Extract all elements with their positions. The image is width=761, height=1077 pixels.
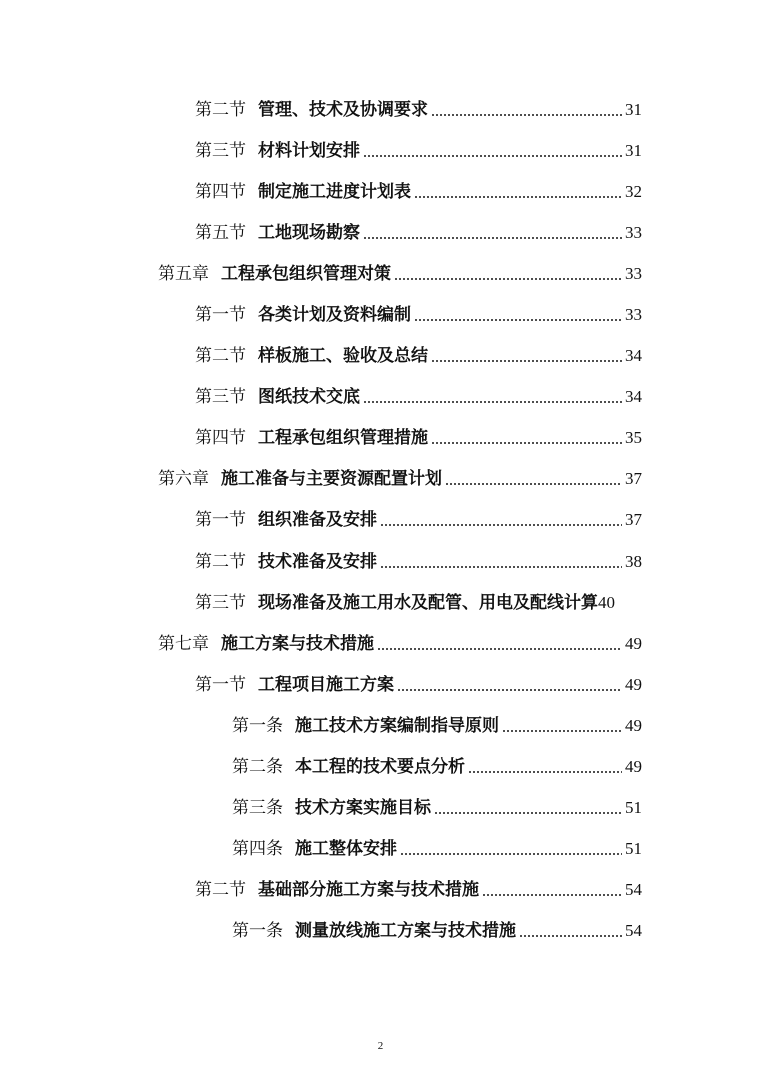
toc-chapter-entry[interactable]: [0, 253, 761, 294]
toc-entry-label: 第一条: [232, 921, 283, 942]
dot-leader: [519, 935, 622, 937]
dot-leader: [363, 237, 622, 239]
toc-entry-title: 制定施工进度计划表: [258, 181, 411, 202]
toc-entry[interactable]: [0, 582, 761, 623]
toc-entry-title: 管理、技术及协调要求: [258, 99, 428, 120]
toc-entry-label: 第二节: [195, 880, 246, 901]
dot-leader: [380, 566, 622, 568]
toc-entry-title: 工程承包组织管理措施: [258, 428, 428, 449]
dot-leader: [414, 319, 622, 321]
toc-entry-label: 第三节: [195, 387, 246, 408]
toc-entry[interactable]: [0, 911, 761, 952]
toc-chapter-entry[interactable]: [0, 459, 761, 500]
dot-leader: [394, 278, 622, 280]
toc-entry[interactable]: [0, 500, 761, 541]
toc-entry-page: 34: [625, 387, 642, 407]
dot-leader: [431, 114, 622, 116]
toc-entry[interactable]: [0, 130, 761, 171]
toc-entry-title: 施工方案与技术措施: [221, 633, 374, 654]
toc-entry-label: 第二节: [195, 346, 246, 367]
toc-entry[interactable]: [0, 705, 761, 746]
toc-entry[interactable]: [0, 377, 761, 418]
toc-chapter-entry[interactable]: [0, 623, 761, 664]
toc-entry-page: 49: [625, 757, 642, 777]
toc-entry-page: 49: [625, 674, 642, 694]
toc-entry-page: 51: [625, 839, 642, 859]
toc-entry-title: 测量放线施工方案与技术措施: [295, 921, 516, 942]
toc-entry[interactable]: [0, 171, 761, 212]
toc-entry-label: 第四条: [232, 839, 283, 860]
toc-entry-label: 第二节: [195, 99, 246, 120]
toc-entry[interactable]: [0, 829, 761, 870]
dot-leader: [482, 894, 622, 896]
dot-leader: [445, 483, 622, 485]
toc-entry-page: 38: [625, 551, 642, 571]
toc-entry-title: 本工程的技术要点分析: [295, 757, 465, 778]
toc-entry-title: 工程承包组织管理对策: [221, 263, 391, 284]
toc-entry-page: 32: [625, 181, 642, 201]
toc-entry-label: 第三条: [232, 798, 283, 819]
toc-entry-page: 33: [625, 263, 642, 283]
toc-entry-title: 施工整体安排: [295, 839, 397, 860]
toc-entry[interactable]: [0, 418, 761, 459]
toc-entry-page: 49: [625, 633, 642, 653]
toc-entry-page: 33: [625, 222, 642, 242]
toc-entry-label: 第四节: [195, 181, 246, 202]
toc-entry[interactable]: [0, 336, 761, 377]
toc-entry-label: 第二节: [195, 551, 246, 572]
toc-entry-label: 第一节: [195, 510, 246, 531]
dot-leader: [502, 730, 622, 732]
toc-entry-title: 技术方案实施目标: [295, 798, 431, 819]
toc-entry-page: 54: [625, 921, 642, 941]
toc-entry-page: 35: [625, 428, 642, 448]
toc-entry-title: 样板施工、验收及总结: [258, 346, 428, 367]
toc-entry-title: 组织准备及安排: [258, 510, 377, 531]
toc-entry[interactable]: [0, 541, 761, 582]
toc-entry[interactable]: [0, 747, 761, 788]
dot-leader: [434, 812, 622, 814]
toc-entry-title: 施工技术方案编制指导原则: [295, 715, 499, 736]
toc-entry-label: 第七章: [158, 633, 209, 654]
toc-entry-label: 第二条: [232, 757, 283, 778]
toc-entry-title: 基础部分施工方案与技术措施: [258, 880, 479, 901]
toc-entry-page: 34: [625, 346, 642, 366]
toc-entry-page: 51: [625, 798, 642, 818]
toc-entry-page: 37: [625, 510, 642, 530]
toc-entry-page: 33: [625, 305, 642, 325]
toc-entry-title: 工程项目施工方案: [258, 674, 394, 695]
toc-entry[interactable]: [0, 212, 761, 253]
dot-leader: [363, 155, 622, 157]
toc-entry-label: 第三节: [195, 140, 246, 161]
dot-leader: [431, 442, 622, 444]
toc-entry[interactable]: [0, 788, 761, 829]
table-of-contents: [0, 89, 761, 952]
dot-leader: [380, 524, 622, 526]
dot-leader: [377, 648, 622, 650]
toc-entry-label: 第四节: [195, 428, 246, 449]
toc-entry-label: 第六章: [158, 469, 209, 490]
toc-entry-page: 37: [625, 469, 642, 489]
toc-entry-title: 图纸技术交底: [258, 387, 360, 408]
dot-leader: [468, 771, 622, 773]
dot-leader: [363, 401, 622, 403]
toc-entry-page: 31: [625, 99, 642, 119]
toc-entry-title: 现场准备及施工用水及配管、用电及配线计算: [258, 592, 598, 613]
toc-entry-title: 施工准备与主要资源配置计划: [221, 469, 442, 490]
page-number: 2: [377, 1040, 384, 1052]
dot-leader: [397, 689, 622, 691]
toc-entry-page: 31: [625, 140, 642, 160]
toc-entry-page: 40: [598, 592, 615, 612]
dot-leader: [431, 360, 622, 362]
toc-entry-label: 第三节: [195, 592, 246, 613]
toc-entry-label: 第一条: [232, 715, 283, 736]
toc-entry-title: 工地现场勘察: [258, 222, 360, 243]
toc-entry-title: 材料计划安排: [258, 140, 360, 161]
toc-entry[interactable]: [0, 870, 761, 911]
toc-entry-page: 49: [625, 715, 642, 735]
toc-entry[interactable]: [0, 294, 761, 335]
dot-leader: [414, 196, 622, 198]
toc-entry-title: 各类计划及资料编制: [258, 305, 411, 326]
toc-entry-label: 第五节: [195, 222, 246, 243]
dot-leader: [400, 853, 622, 855]
toc-entry-label: 第五章: [158, 263, 209, 284]
toc-entry-title: 技术准备及安排: [258, 551, 377, 572]
toc-entry[interactable]: [0, 89, 761, 130]
toc-entry[interactable]: [0, 664, 761, 705]
toc-entry-page: 54: [625, 880, 642, 900]
toc-entry-label: 第一节: [195, 674, 246, 695]
toc-entry-label: 第一节: [195, 305, 246, 326]
